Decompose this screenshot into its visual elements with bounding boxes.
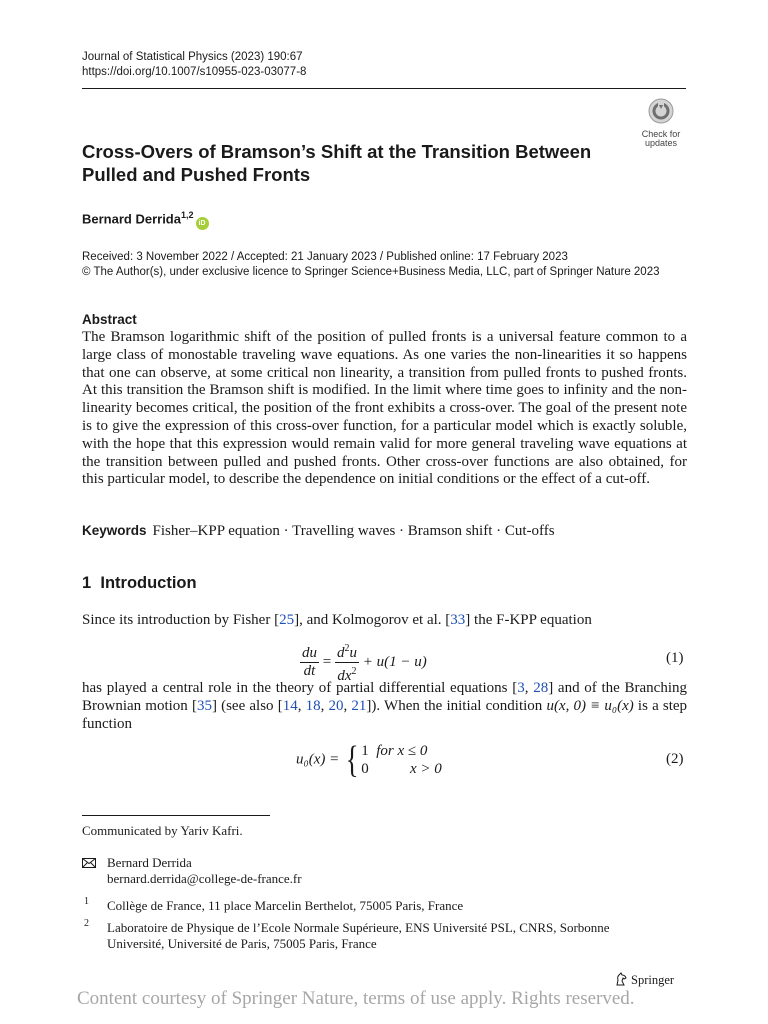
citation-link[interactable]: 3: [517, 680, 525, 696]
citation-link[interactable]: 33: [450, 612, 466, 628]
doi-link[interactable]: https://doi.org/10.1007/s10955-023-03077-8: [82, 66, 307, 78]
equation-2: [296, 741, 442, 779]
orcid-icon[interactable]: iD: [196, 217, 209, 230]
check-for-updates-badge[interactable]: [636, 98, 686, 148]
citation-link[interactable]: 25: [279, 612, 295, 628]
citation-link[interactable]: 21: [351, 697, 367, 714]
journal-header: [82, 50, 306, 80]
brace-symbol: {: [345, 739, 359, 781]
equation-2-lhs: u₀(x) =: [296, 751, 343, 768]
abstract-text: The Bramson logarithmic shift of the position of pulled fronts is a universal feature common to a large class of monostable traveling wave equations. As one varies the non-linearities it so happens that one can observe, at some critical non linearity, a transition from pulled fronts to pushed fronts. At this transition the Bramson shift is modified. In the limit where time goes to infinity and the non-linearity becomes critical, the position of the front exhibits a cross-over. The goal of the present note is to give the expression of this cross-over function, for a particular model which is exactly soluble, with the hope that this expression would remain valid for more general traveling wave equations at the transition between pulled and pushed fronts. Other cross-over functions are also obtained, for this particular model, to describe the dependence on initial conditions or the effect of a cut-off.: [82, 329, 687, 488]
author-line: [82, 210, 209, 230]
publisher-logo: [614, 972, 674, 988]
fraction-d2u-dx2: $\frac{d^2u}{dx^2}$: [335, 640, 359, 685]
fraction-du-dt: $\frac{du}{dt}$: [302, 645, 317, 679]
affiliation-1: Collège de France, 11 place Marcelin Berthelot, 75005 Paris, France: [107, 898, 464, 913]
equation-1: $\frac{du}{dt}$ = $\frac{d^2u}{dx^2}$ + u(1 − u): [300, 640, 427, 685]
affiliation-2: Laboratoire de Physique de l’Ecole Normale Supérieure, ENS Université PSL, CNRS, Sorbonne Université, Université de Paris, 75005 Paris, France: [107, 920, 610, 951]
contact-email[interactable]: bernard.derrida@college-de-france.fr: [107, 870, 302, 886]
publisher-name: Springer: [631, 973, 675, 987]
publication-history: [82, 250, 660, 280]
author-name[interactable]: Bernard Derrida: [82, 211, 181, 227]
abstract-heading: Abstract: [82, 312, 137, 327]
communicated-by: Communicated by Yariv Kafri.: [82, 823, 243, 838]
contact-name: Bernard Derrida: [107, 855, 192, 870]
keywords-label: Keywords: [82, 523, 147, 538]
citation-link[interactable]: 14: [282, 697, 298, 714]
equation-number-2: (2): [666, 751, 684, 767]
springer-horse-icon: [614, 972, 628, 986]
copyright-line: © The Author(s), under exclusive licence to Springer Science+Business Media, LLC, part of Springer Nature 2023: [82, 266, 660, 278]
courtesy-watermark: Content courtesy of Springer Nature, terms of use apply. Rights reserved.: [77, 988, 635, 1009]
dates-line: Received: 3 November 2022 / Accepted: 21 January 2023 / Published online: 17 February 2023: [82, 251, 568, 263]
check-updates-label: Check for updates: [641, 129, 681, 148]
header-rule: [82, 88, 686, 89]
footnote-marker-1: 1: [84, 896, 89, 907]
inline-math: u(x, 0) ≡ u₀(x): [546, 697, 634, 714]
piecewise-cases: 1 for x ≤ 0 0 x > 0: [361, 743, 442, 777]
intro-paragraph-1: Since its introduction by Fisher [25], and Kolmogorov et al. [33] the F-KPP equation: [82, 612, 592, 628]
paper-title: Cross-Overs of Bramson’s Shift at the Transition Between Pulled and Pushed Fronts: [82, 141, 592, 185]
keywords: [82, 523, 555, 540]
citation-link[interactable]: 18: [305, 697, 321, 714]
journal-citation: Journal of Statistical Physics (2023) 190:67: [82, 51, 303, 63]
keywords-list: Fisher–KPP equation · Travelling waves · Bramson shift · Cut-offs: [152, 523, 555, 539]
footnote-marker-2: 2: [84, 918, 89, 929]
citation-link[interactable]: 20: [328, 697, 344, 714]
check-updates-icon: [648, 98, 674, 124]
equation-number-1: (1): [666, 650, 684, 666]
intro-paragraph-2: has played a central role in the theory of partial differential equations [3, 28] and of the Branching Brownian motion [35] (see also [14, 18, 20, 21]). When the initial condition u(x, 0) ≡ u₀(x) is a step function: [82, 680, 688, 732]
section-title: Introduction: [100, 574, 197, 592]
section-number: 1: [82, 574, 92, 592]
envelope-icon: [82, 858, 96, 868]
citation-link[interactable]: 35: [196, 697, 212, 714]
footnote-rule: [82, 815, 270, 816]
author-affiliations: 1,2: [180, 210, 194, 220]
citation-link[interactable]: 28: [533, 680, 549, 696]
corresponding-author: [107, 855, 302, 886]
section-heading: [82, 574, 197, 593]
